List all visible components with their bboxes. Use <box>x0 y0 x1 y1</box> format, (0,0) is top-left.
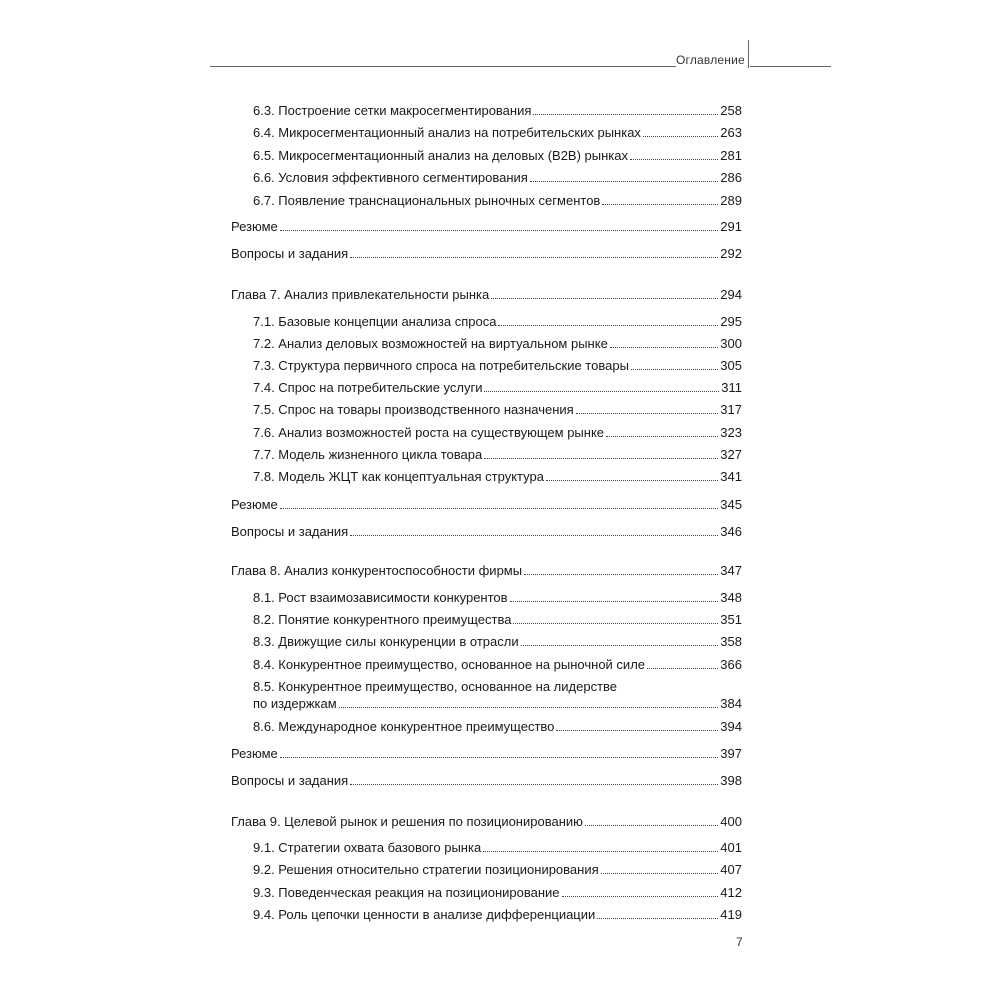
toc-entry-title: 7.7. Модель жизненного цикла товара <box>253 447 483 462</box>
leader-dots <box>585 825 718 826</box>
toc-entry[interactable] <box>231 746 742 762</box>
leader-dots <box>606 436 718 437</box>
toc-entry-title: 9.1. Стратегии охвата базового рынка <box>253 840 482 855</box>
toc-entry-title: 7.3. Структура первичного спроса на потребительские товары <box>253 358 629 373</box>
toc-entry-page: 384 <box>720 696 742 711</box>
toc-entry-title: 7.1. Базовые концепции анализа спроса <box>253 314 497 329</box>
toc-entry[interactable] <box>253 840 742 856</box>
toc-entry-title: 7.2. Анализ деловых возможностей на виртуальном рынке <box>253 336 608 351</box>
toc-entry-title: 9.2. Решения относительно стратегии позиционирования <box>253 862 599 877</box>
toc-entry[interactable] <box>253 314 742 330</box>
leader-dots <box>510 601 719 602</box>
leader-dots <box>484 391 719 392</box>
toc-entry-title: 8.4. Конкурентное преимущество, основанное на рыночной силе <box>253 657 646 672</box>
toc-entry-page: 327 <box>720 447 742 462</box>
toc-entry-title: 7.8. Модель ЖЦТ как концептуальная структура <box>253 469 544 484</box>
toc-entry-title: 8.1. Рост взаимозависимости конкурентов <box>253 590 508 605</box>
toc-entry[interactable] <box>231 524 742 540</box>
leader-dots <box>556 730 718 731</box>
toc-entry-page: 323 <box>720 425 742 440</box>
toc-entry-page: 394 <box>720 719 742 734</box>
toc-entry[interactable] <box>253 634 742 650</box>
toc-entry[interactable] <box>253 696 742 712</box>
toc-entry-page: 412 <box>720 885 742 900</box>
toc-entry-page: 305 <box>720 358 742 373</box>
toc-entry-title-cont: по издержкам <box>253 696 337 711</box>
toc-entry[interactable] <box>253 862 742 878</box>
toc-entry-page: 398 <box>720 773 742 788</box>
toc-entry[interactable] <box>231 814 742 830</box>
leader-dots <box>498 325 718 326</box>
toc-entry-title: 8.3. Движущие силы конкуренции в отрасли <box>253 634 519 649</box>
leader-dots <box>280 757 719 758</box>
toc-entry[interactable] <box>231 246 742 262</box>
toc-entry-title: 6.4. Микросегментационный анализ на потребительских рынках <box>253 125 641 140</box>
toc-entry-title: 7.6. Анализ возможностей роста на существующем рынке <box>253 425 605 440</box>
toc-entry[interactable] <box>253 358 742 374</box>
toc-entry[interactable] <box>253 402 742 418</box>
leader-dots <box>339 707 719 708</box>
toc-entry-page: 341 <box>720 469 742 484</box>
leader-dots <box>513 623 718 624</box>
toc-entry-page: 347 <box>720 563 742 578</box>
toc-entry[interactable] <box>231 287 742 303</box>
leader-dots <box>576 413 719 414</box>
leader-dots <box>630 159 718 160</box>
toc-entry[interactable] <box>253 907 742 923</box>
toc-entry-title: Резюме <box>231 219 278 234</box>
leader-dots <box>643 136 718 137</box>
toc-entry[interactable] <box>231 773 742 789</box>
toc-entry-page: 311 <box>721 380 742 395</box>
leader-dots <box>610 347 719 348</box>
toc-entry-title-line1: 8.5. Конкурентное преимущество, основанное на лидерстве <box>253 679 618 694</box>
toc-entry[interactable] <box>253 612 742 628</box>
toc-entry-page: 407 <box>720 862 742 877</box>
leader-dots <box>484 458 718 459</box>
leader-dots <box>280 230 719 231</box>
toc-entry-page: 317 <box>720 402 742 417</box>
leader-dots <box>483 851 718 852</box>
leader-dots <box>562 896 719 897</box>
toc-entry-title: 6.6. Условия эффективного сегментирования <box>253 170 528 185</box>
toc-entry-page: 294 <box>720 287 742 302</box>
leader-dots <box>280 508 719 509</box>
leader-dots <box>521 645 719 646</box>
toc-entry-title: 7.4. Спрос на потребительские услуги <box>253 380 483 395</box>
toc-entry-title: Вопросы и задания <box>231 773 349 788</box>
toc-entry[interactable] <box>253 885 742 901</box>
leader-dots <box>530 181 718 182</box>
toc-entry[interactable] <box>253 719 742 735</box>
toc-entry[interactable] <box>253 103 742 119</box>
toc-entry-title: 9.3. Поведенческая реакция на позиционирование <box>253 885 560 900</box>
toc-entry[interactable] <box>253 380 742 396</box>
toc-entry-page: 286 <box>720 170 742 185</box>
leader-dots <box>491 298 718 299</box>
toc-entry-page: 419 <box>720 907 742 922</box>
toc-entry-title: 8.6. Международное конкурентное преимущество <box>253 719 555 734</box>
toc-entry-title: 6.3. Построение сетки макросегментирования <box>253 103 532 118</box>
leader-dots <box>601 873 719 874</box>
leader-dots <box>524 574 718 575</box>
toc-entry[interactable] <box>253 336 742 352</box>
toc-entry-title: Резюме <box>231 497 278 512</box>
toc-entry-page: 292 <box>720 246 742 261</box>
toc-entry[interactable] <box>253 193 742 209</box>
toc-entry[interactable] <box>253 447 742 463</box>
leader-dots <box>546 480 718 481</box>
toc-entry-title: Вопросы и задания <box>231 524 349 539</box>
leader-dots <box>597 918 718 919</box>
toc-entry-title: 9.4. Роль цепочки ценности в анализе дифференциации <box>253 907 596 922</box>
toc-entry-page: 291 <box>720 219 742 234</box>
leader-dots <box>350 257 718 258</box>
toc-entry[interactable] <box>253 657 742 673</box>
toc-entry[interactable] <box>253 590 742 606</box>
toc-entry-title: Вопросы и задания <box>231 246 349 261</box>
toc-entry[interactable] <box>253 469 742 485</box>
toc-entry-page: 401 <box>720 840 742 855</box>
toc-entry-title: Глава 8. Анализ конкурентоспособности фирмы <box>231 563 523 578</box>
toc-entry-title: 6.7. Появление транснациональных рыночных сегментов <box>253 193 601 208</box>
toc-entry-page: 295 <box>720 314 742 329</box>
toc-entry-title: Резюме <box>231 746 278 761</box>
leader-dots <box>350 784 718 785</box>
toc-entry[interactable] <box>231 219 742 235</box>
toc-entry-page: 351 <box>720 612 742 627</box>
toc-entry-page: 300 <box>720 336 742 351</box>
toc-entry-page: 348 <box>720 590 742 605</box>
leader-dots <box>647 668 718 669</box>
toc-entry-title: Глава 7. Анализ привлекательности рынка <box>231 287 490 302</box>
toc-entry-page: 289 <box>720 193 742 208</box>
leader-dots <box>350 535 718 536</box>
toc-entry[interactable] <box>253 125 742 141</box>
toc-entry-page: 358 <box>720 634 742 649</box>
toc-entry-page: 263 <box>720 125 742 140</box>
toc-entry[interactable] <box>253 425 742 441</box>
toc-entry-page: 258 <box>720 103 742 118</box>
leader-dots <box>533 114 718 115</box>
toc-entry-page: 366 <box>720 657 742 672</box>
toc-entry-title: 6.5. Микросегментационный анализ на деловых (B2B) рынках <box>253 148 628 163</box>
toc-entry[interactable] <box>231 563 742 579</box>
running-header-title: Оглавление <box>676 53 745 67</box>
toc-entry-page: 346 <box>720 524 742 539</box>
toc-entry-title: Глава 9. Целевой рынок и решения по позиционированию <box>231 814 583 829</box>
toc-entry[interactable] <box>253 170 742 186</box>
toc-entry-title: 8.2. Понятие конкурентного преимущества <box>253 612 512 627</box>
toc-entry[interactable] <box>253 148 742 164</box>
toc-entry-page: 281 <box>720 148 742 163</box>
toc-entry-page: 400 <box>720 814 742 829</box>
toc-entry-title: 7.5. Спрос на товары производственного назначения <box>253 402 574 417</box>
toc-entry[interactable] <box>231 497 742 513</box>
toc-entry-page: 345 <box>720 497 742 512</box>
leader-dots <box>631 369 718 370</box>
page-number: 7 <box>736 935 743 949</box>
toc-entry-page: 397 <box>720 746 742 761</box>
leader-dots <box>602 204 718 205</box>
